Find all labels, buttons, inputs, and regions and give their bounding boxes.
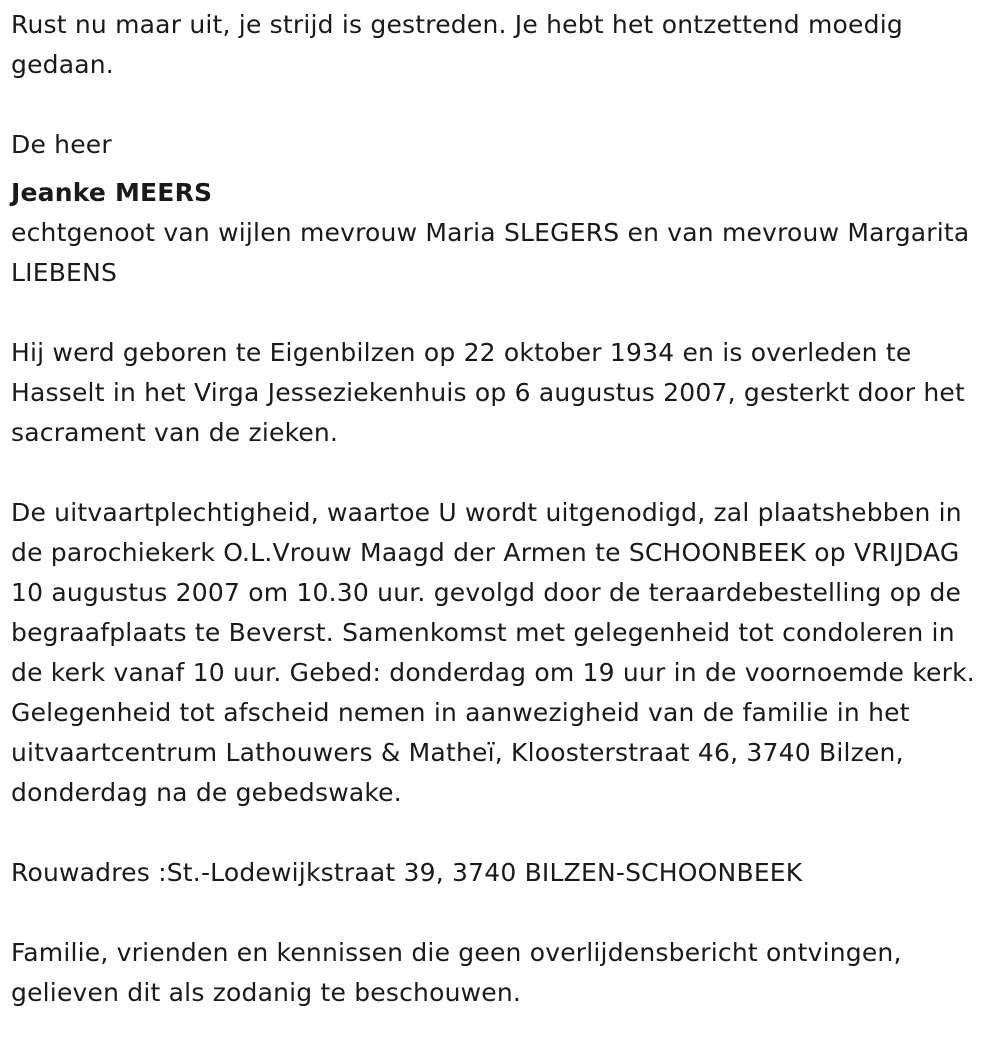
honorific-title: De heer — [11, 130, 112, 159]
funeral-text: De uitvaartplechtigheid, waartoe U wordt uitgenodigd, zal plaatshebben in de parochiekerk O.L.Vrouw Maagd der Armen te SCHOONBEEK op VRIJDAG 10 augustus 2007 om 10.30 uur. gevolgd door de teraardebestelling op de begraafplaats te Beverst. Samenkomst met gelegenheid tot condoleren in de kerk vanaf 10 uur. Gebed: donderdag om 19 uur in de voornoemde kerk. Gelegenheid tot afscheid nemen in aanwezigheid van de familie in het uitvaartcentrum Lathouwers & Matheï, Kloosterstraat 46, 3740 Bilzen, donderdag na de gebedswake. — [11, 498, 975, 807]
closing-text: Familie, vrienden en kennissen die geen overlijdensbericht ontvingen, gelieven dit als zodanig te beschouwen. — [11, 938, 902, 1007]
opening-text: Rust nu maar uit, je strijd is gestreden. Je hebt het ontzettend moedig gedaan. — [11, 10, 903, 79]
birth-death-text: Hij werd geboren te Eigenbilzen op 22 oktober 1934 en is overleden te Hasselt in het Virga Jesseziekenhuis op 6 augustus 2007, gesterkt door het sacrament van de zieken. — [11, 338, 965, 447]
mourning-address: Rouwadres :St.-Lodewijkstraat 39, 3740 BILZEN-SCHOONBEEK — [11, 858, 803, 887]
obituary-notice — [11, 5, 986, 1013]
spouse-text: echtgenoot van wijlen mevrouw Maria SLEGERS en van mevrouw Margarita LIEBENS — [11, 218, 970, 287]
deceased-name: Jeanke MEERS — [11, 178, 213, 207]
